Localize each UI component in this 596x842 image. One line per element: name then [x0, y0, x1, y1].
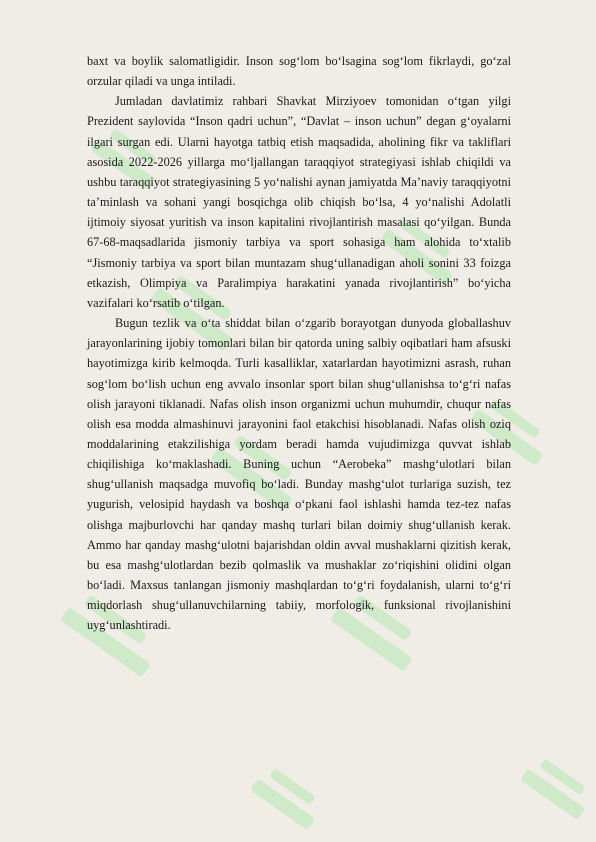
- paragraph-2: Jumladan davlatimiz rahbari Shavkat Mirziyoev tomonidan o‘tgan yilgi Prezident saylovida “Inson qadri uchun”, “Davlat – inson uchun” degan g‘oyalarni ilgari surgan edi. Ularni hayotga tatbiq etish maqsadida, aholining fikr va takliflari asosida 2022-2026 yillarga mo‘ljallangan taraqqiyot strategiyasi ishlab chiqildi va ushbu taraqqiyot strategiyasining 5 yo‘nalishi aynan jamiyatda Ma’naviy taraqqiyotni ta’minlash va sohani yangi bosqichga olib chiqish bo‘lsa, 4 yo‘nalishi Adolatli ijtimoiy siyosat yuritish va inson kapitalini rivojlantirish masalasi qo‘yilgan. Bunda 67-68-maqsadlarida jismoniy tarbiya va sport sohasiga ham alohida to‘xtalib “Jismoniy tarbiya va sport bilan muntazam shug‘ullanadigan aholi sonini 33 foizga etkazish, Olimpiya va Paralimpiya harakatini yanada rivojlantirish” bo‘yicha vazifalari ko‘rsatib o‘tilgan.: [87, 94, 511, 310]
- paragraph-1: baxt va boylik salomatligidir. Inson sog‘lom bo‘lsagina sog‘lom fikrlaydi, go‘zal orzular qiladi va unga intiladi.: [87, 54, 511, 89]
- paragraph-3: Bugun tezlik va o‘ta shiddat bilan o‘zgarib borayotgan dunyoda globallashuv jarayonlarining ijobiy tomonlari bilan bir qatorda uning salbiy oqibatlari ham afsuski hayotimizga kirib kelmoqda. Turli kasalliklar, xatarlardan hayotimizni asrash, ruhan sog‘lom bo‘lish uchun eng avvalo insonlar sport bilan shug‘ullanishsa to‘g‘ri nafas olish jarayoni tiklanadi. Nafas olish inson organizmi uchun muhumdir, chuqur nafas olish esa modda almashinuvi jarayonini faol etakchisi hisoblanadi. Nafas olish oziq moddalarining etakzilishiga yordam beradi hamda vujudimizga quvvat ishlab chiqilishiga ko‘maklashadi. Buning uchun “Aerobeka” mashg‘ulotlari bilan shug‘ullanish maqsadga muvofiq bo‘ladi. Bunday mashg‘ulot turlariga suzish, tez yugurish, velosipid haydash va boshqa o‘pkani faol ishlashi hamda tez-tez nafas olishga majburlovchi har qanday mashq turlari bilan doimiy shug‘ullanish kerak. Ammo har qanday mashg‘ulotni bajarishdan oldin avval mushaklarni qizitish kerak, bu esa mashg‘ulotlardan bezib qolmaslik va mushaklar zo‘riqishini olidini olgan bo‘ladi. Maxsus tanlangan jismoniy mashqlardan to‘g‘ri foydalanish, ularni to‘g‘ri miqdorlash shug‘ullanuvchilarning tabiiy, morfologik, funksional rivojlanishini uyg‘unlashtiradi.: [87, 316, 511, 633]
- watermark-mark-8: [250, 764, 326, 830]
- watermark-mark-9: [520, 754, 596, 820]
- document-body: [87, 51, 511, 636]
